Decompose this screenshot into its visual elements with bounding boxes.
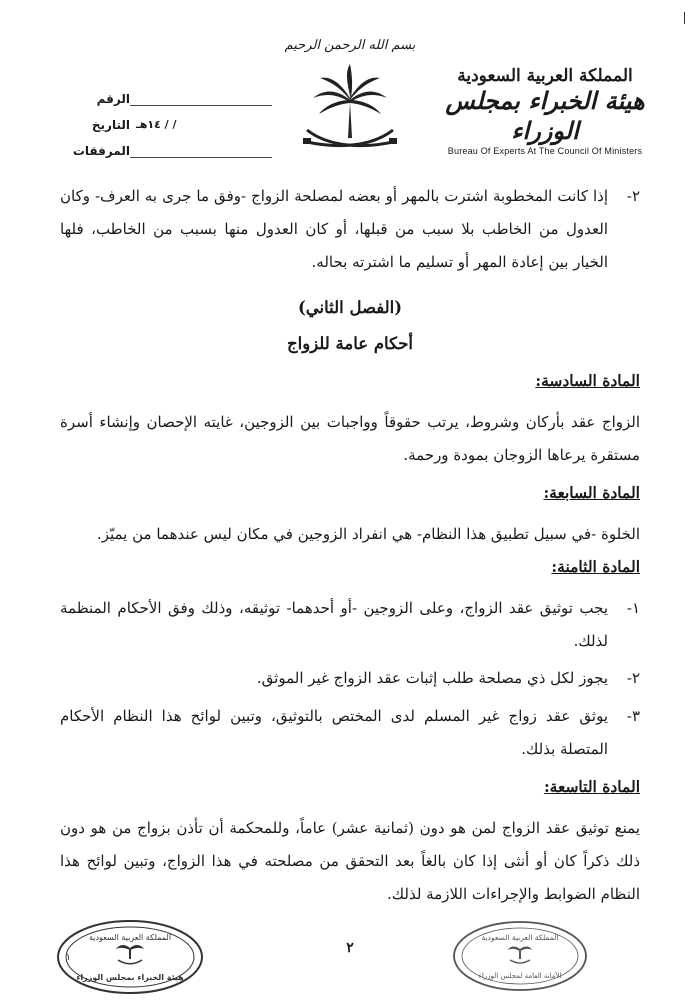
official-stamp-right-icon: [450, 918, 590, 994]
attachments-label: المرفقات: [72, 144, 130, 158]
number-label: الرقم: [96, 92, 130, 106]
paragraph-text: إذا كانت المخطوبة اشترت بالمهر أو بعضه لمصلحة الزواج -وفق ما جرى به العرف- وكان العدول من الخاطب بلا سبب من قبلها، أو كان العدول منها بسبب من الخاطب، فلها الخيار بين إعادة المهر أو تسليم ما اشترته بحاله.: [60, 187, 608, 271]
article-9-text: يمنع توثيق عقد الزواج لمن هو دون (ثمانية عشر) عاماً، وللمحكمة أن تأذن بزواج من هو دون ذلك ذكراً كان أو أنثى إذا كان بالغاً بعد التحقق من مصلحته في هذا الزواج، وتبين لوائح هذا النظام الضوابط والإجراءات اللازمة لذلك.: [60, 819, 640, 903]
article-8-heading: المادة الثامنة:: [551, 557, 640, 576]
item-text: يجب توثيق عقد الزواج، وعلى الزوجين -أو أحدهما- توثيقه، وذلك وفق الأحكام المنظمة لذلك.: [60, 599, 608, 650]
article-7-text: الخلوة -في سبيل تطبيق هذا النظام- هي انفراد الزوجين في مكان ليس عندهما من يميّز.: [96, 525, 640, 543]
article-8-item-3: [60, 700, 640, 766]
article-9-heading: المادة التاسعة:: [543, 777, 640, 796]
item-number: ٢-: [626, 669, 640, 687]
item-number: ٣-: [626, 707, 640, 725]
organization-header: [440, 66, 650, 156]
org-name: هيئة الخبراء بمجلس الوزراء: [445, 86, 645, 145]
official-stamp-left-icon: [55, 918, 205, 996]
org-country: المملكة العربية السعودية: [457, 66, 633, 86]
item-text: يجوز لكل ذي مصلحة طلب إثبات عقد الزواج غير الموثق.: [256, 669, 608, 687]
svg-text:المملكة العربية السعودية: المملكة العربية السعودية: [481, 933, 559, 942]
document-meta: [72, 80, 272, 158]
item-number: ١-: [626, 599, 640, 617]
item-text: يوثق عقد زواج غير المسلم لدى المختص بالتوثيق، وتبين لوائح هذا النظام الأحكام المتصلة بذلك.: [60, 707, 608, 758]
paragraph-number: ٢-: [626, 187, 640, 205]
number-value: [130, 91, 272, 106]
article-6-heading: المادة السادسة:: [535, 371, 640, 390]
date-label: التاريخ: [91, 118, 130, 132]
corner-mark: [684, 12, 685, 24]
chapter-number: (الفصل الثاني): [297, 298, 403, 317]
svg-text:هيئة الخبراء بمجلس الوزراء: هيئة الخبراء بمجلس الوزراء: [76, 973, 184, 982]
page-number: ٢: [346, 940, 354, 956]
svg-text:الأمانة العامة لمجلس الوزراء: الأمانة العامة لمجلس الوزراء: [478, 972, 562, 980]
article-7-heading: المادة السابعة:: [543, 483, 640, 502]
basmala: بسم الله الرحمن الرحيم: [284, 38, 416, 53]
chapter-title: أحكام عامة للزواج: [287, 334, 413, 353]
article-8-item-2: [60, 662, 640, 695]
paragraph-2: [60, 180, 640, 279]
article-6-text: الزواج عقد بأركان وشروط، يرتب حقوقاً وواجبات بين الزوجين، غايته الإحصان وإنشاء أسرة مستقرة يرعاها الزوجان بمودة ورحمة.: [60, 413, 640, 464]
attachments-value: [130, 143, 272, 158]
palm-and-swords-emblem-icon: [295, 60, 405, 160]
article-8-item-1: [60, 592, 640, 658]
svg-text:المملكة العربية السعودية: المملكة العربية السعودية: [88, 933, 172, 942]
svg-text:١: ١: [65, 952, 71, 963]
date-value: / / ١٤هـ: [136, 118, 177, 131]
org-english: Bureau Of Experts At The Council Of Ministers: [447, 146, 643, 156]
